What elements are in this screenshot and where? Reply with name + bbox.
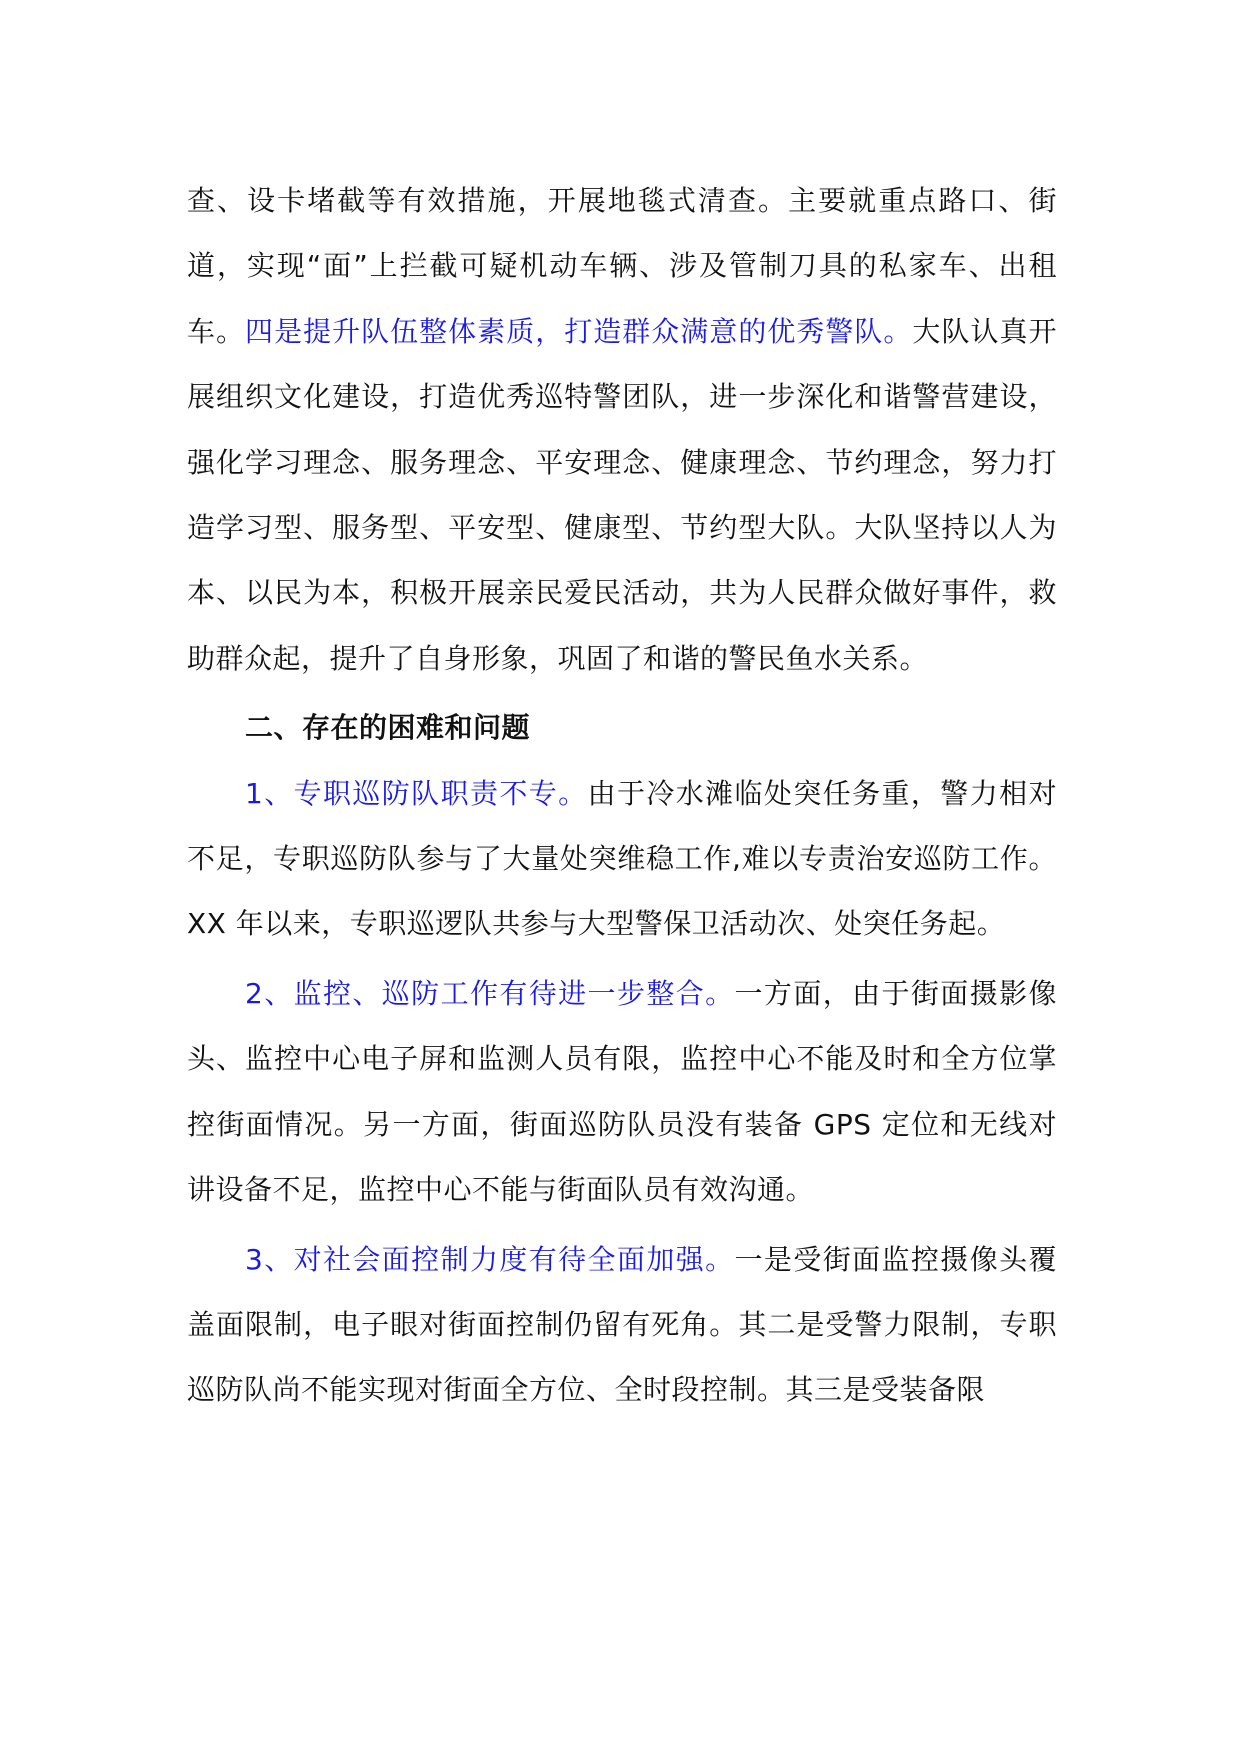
item-2 — [187, 961, 1057, 1223]
paragraph-1-text-a: 查、设卡堵截等有效措施，开展地毯式清查。主要就重点路口、街道，实现“面”上拦截可疑机动车辆、涉及管制刀具的私家车、出租车。 — [187, 184, 1057, 348]
document-page — [187, 168, 1057, 1423]
item-1-body: 由于冷水滩临处突任务重，警力相对不足，专职巡防队参与了大量处突维稳工作,难以专责治安巡防工作。XX 年以来，专职巡逻队共参与大型警保卫活动次、处突任务起。 — [187, 776, 1057, 941]
item-1-title: 1、专职巡防队职责不专。 — [245, 776, 588, 810]
item-2-body: 一方面，由于街面摄影像头、监控中心电子屏和监测人员有限，监控中心不能及时和全方位掌控街面情况。另一方面，街面巡防队员没有装备 GPS 定位和无线对讲设备不足，监控中心不能与街面队员有效沟通。 — [187, 976, 1057, 1207]
item-3-body: 一是受街面监控摄像头覆盖面限制，电子眼对街面控制仍留有死角。其二是受警力限制，专职巡防队尚不能实现对街面全方位、全时段控制。其三是受装备限 — [187, 1242, 1057, 1407]
item-3 — [187, 1227, 1057, 1423]
section-heading: 二、存在的困难和问题 — [245, 711, 531, 745]
item-3-title: 3、对社会面控制力度有待全面加强。 — [245, 1242, 735, 1276]
paragraph-1-highlight: 四是提升队伍整体素质，打造群众满意的优秀警队。 — [245, 314, 913, 348]
paragraph-1-text-b: 大队认真开展组织文化建设，打造优秀巡特警团队，进一步深化和谐警营建设，强化学习理念、服务理念、平安理念、健康理念、节约理念，努力打造学习型、服务型、平安型、健康型、节约型大队。大队坚持以人为本、以民为本，积极开展亲民爱民活动，共为人民群众做好事件，救助群众起，提升了自身形象，巩固了和谐的警民鱼水关系。 — [187, 314, 1057, 675]
item-2-title: 2、监控、巡防工作有待进一步整合。 — [245, 976, 735, 1010]
paragraph-1 — [187, 168, 1057, 691]
item-1 — [187, 761, 1057, 957]
